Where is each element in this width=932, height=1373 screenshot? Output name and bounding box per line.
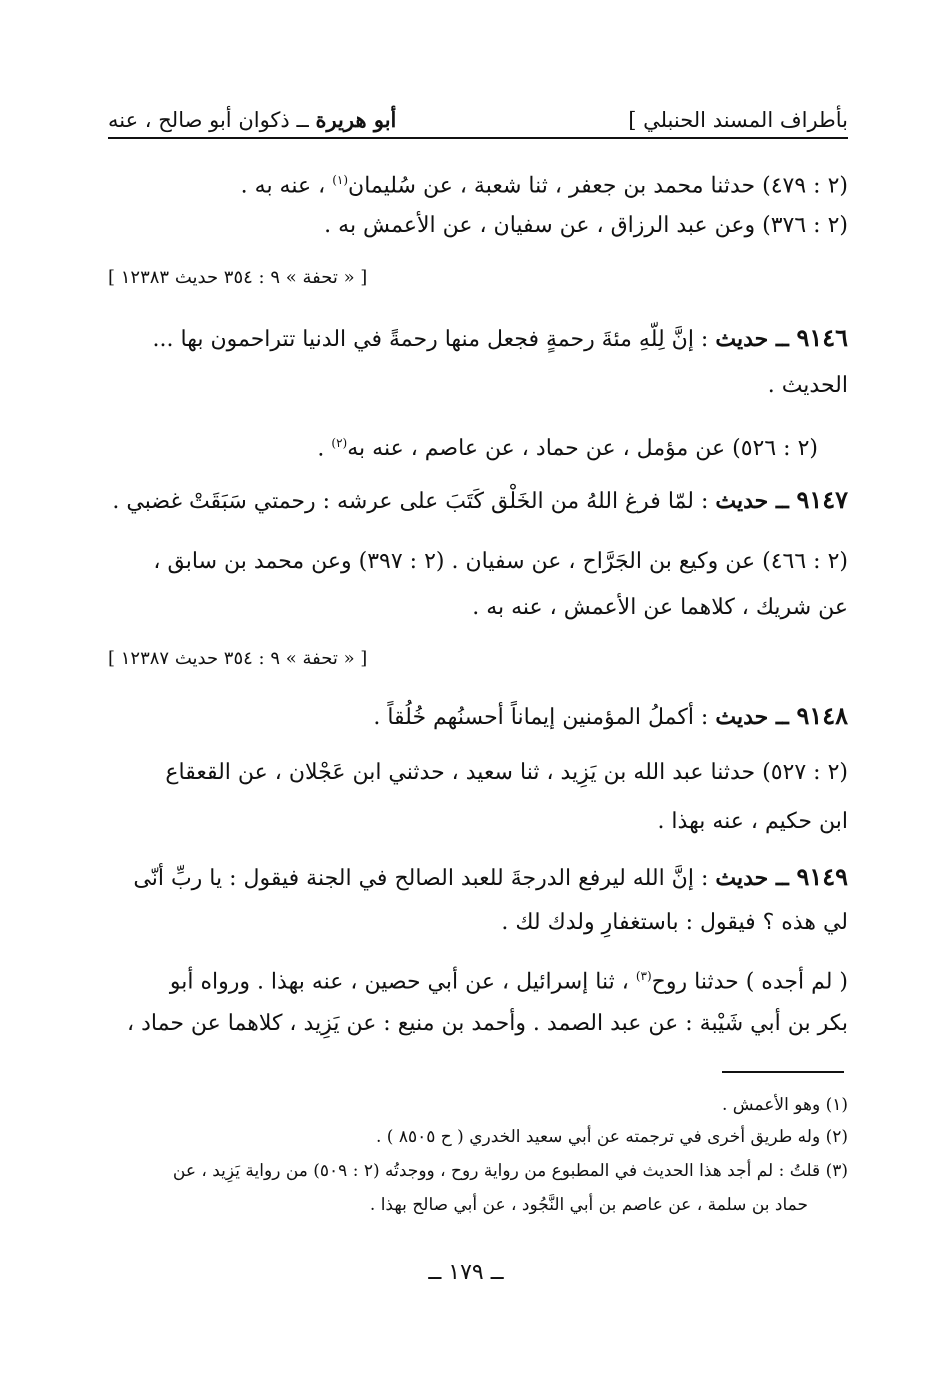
footnote-ref: (١) <box>332 173 349 187</box>
isnad-line: عن شريك ، كلاهما عن الأعمش ، عنه به . <box>472 595 848 620</box>
isnad-line: (٢ : ٤٦٦) عن وكيع بن الجَرَّاح ، عن سفيان . (٢ : ٣٩٧) وعن محمد بن سابق ، <box>153 549 848 574</box>
text-run: ( لم أجده ) حدثنا روح <box>651 969 848 995</box>
text-run: . <box>317 436 332 462</box>
isnad-line: بكر بن أبي شَيْبة : عن عبد الصمد . وأحمد بن منيع : عن يَزِيد ، كلاهما عن حماد ، <box>127 1011 848 1036</box>
text-run: ، عنه به . <box>240 173 333 199</box>
hadith-label: ــ حديث <box>715 865 797 891</box>
isnad-line <box>108 960 848 998</box>
hadith-number: ٩١٤٩ <box>796 862 848 891</box>
hadith-9149 <box>108 861 848 895</box>
page-number: ــ ١٧٩ ــ <box>428 1260 504 1285</box>
header-chapter-sub: ــ ذكوان أبو صالح ، عنه <box>108 108 316 132</box>
hadith-number: ٩١٤٦ <box>796 323 848 352</box>
hadith-text: : لمّا فرغ اللهُ من الخَلْق كَتَبَ على عرشه : رحمتي سَبَقَتْ غضبي . <box>112 489 716 514</box>
hadith-text: : إنَّ لِلّهِ مئةَ رحمةٍ فجعل منها رحمةً في الدنيا تتراحمون بها ... <box>152 327 716 352</box>
header-book-title: بأطراف المسند الحنبلي ] <box>628 108 848 132</box>
header-chapter <box>108 107 396 132</box>
tuhfa-reference: [ « تحفة » ٩ : ٣٥٤ حديث ١٢٣٨٧ ] <box>108 648 368 669</box>
hadith-number: ٩١٤٨ <box>796 701 848 730</box>
text-run: ، ثنا إسرائيل ، عن أبي حصين ، عنه بهذا . ورواه أبو <box>169 969 636 995</box>
isnad-line <box>108 164 848 202</box>
isnad-line: ابن حكيم ، عنه بهذا . <box>657 809 848 834</box>
tuhfa-reference: [ « تحفة » ٩ : ٣٥٤ حديث ١٢٣٨٣ ] <box>108 267 368 288</box>
hadith-9147 <box>108 484 848 518</box>
footnote-rule <box>722 1071 844 1073</box>
header-rule <box>108 137 848 139</box>
hadith-text: : إنَّ الله ليرفع الدرجةَ للعبد الصالح في الجنة فيقول : يا ربِّ أنّى <box>133 866 716 891</box>
footnote-3-cont: حماد بن سلمة ، عن عاصم بن أبي النَّجُود ، عن أبي صالح بهذا . <box>369 1195 808 1215</box>
hadith-label: ــ حديث <box>715 704 797 730</box>
header-chapter-name: أبو هريرة <box>315 107 397 132</box>
hadith-9149-cont: لي هذه ؟ فيقول : باستغفارِ ولدك لك . <box>501 910 848 935</box>
hadith-9146-cont: الحديث . <box>767 373 848 398</box>
isnad-line <box>108 427 848 465</box>
text-run: (٢ : ٤٧٩) حدثنا محمد بن جعفر ، ثنا شعبة ، عن سُليمان <box>348 173 848 199</box>
footnote-1: (١) وهو الأعمش . <box>721 1095 848 1115</box>
hadith-label: ــ حديث <box>715 326 797 352</box>
isnad-line: (٢ : ٥٢٧) حدثنا عبد الله بن يَزِيد ، ثنا سعيد ، حدثني ابن عَجْلان ، عن القعقاع <box>165 760 848 785</box>
text-run: (٢ : ٥٢٦) عن مؤمل ، عن حماد ، عن عاصم ، عنه به <box>347 436 818 462</box>
footnote-2: (٢) وله طريق أخرى في ترجمته عن أبي سعيد الخدري ( ح ٨٥٠٥ ) . <box>376 1127 848 1147</box>
hadith-9148 <box>108 700 848 734</box>
hadith-text: : أكملُ المؤمنين إيماناً أحسنُهم خُلُقاً . <box>373 705 716 730</box>
hadith-9146 <box>108 322 848 356</box>
footnote-3: (٣) قلتُ : لم أجد هذا الحديث في المطبوع من رواية روح ، ووجدتُه (٢ : ٥٠٩) من رواية يَزِيد ، عن <box>172 1161 848 1181</box>
footnote-ref: (٣) <box>635 969 652 983</box>
hadith-label: ــ حديث <box>715 488 797 514</box>
hadith-number: ٩١٤٧ <box>796 485 848 514</box>
isnad-line: (٢ : ٣٧٦) وعن عبد الرزاق ، عن سفيان ، عن الأعمش به . <box>324 213 848 238</box>
running-header <box>108 98 848 132</box>
footnote-ref: (٢) <box>331 436 348 450</box>
